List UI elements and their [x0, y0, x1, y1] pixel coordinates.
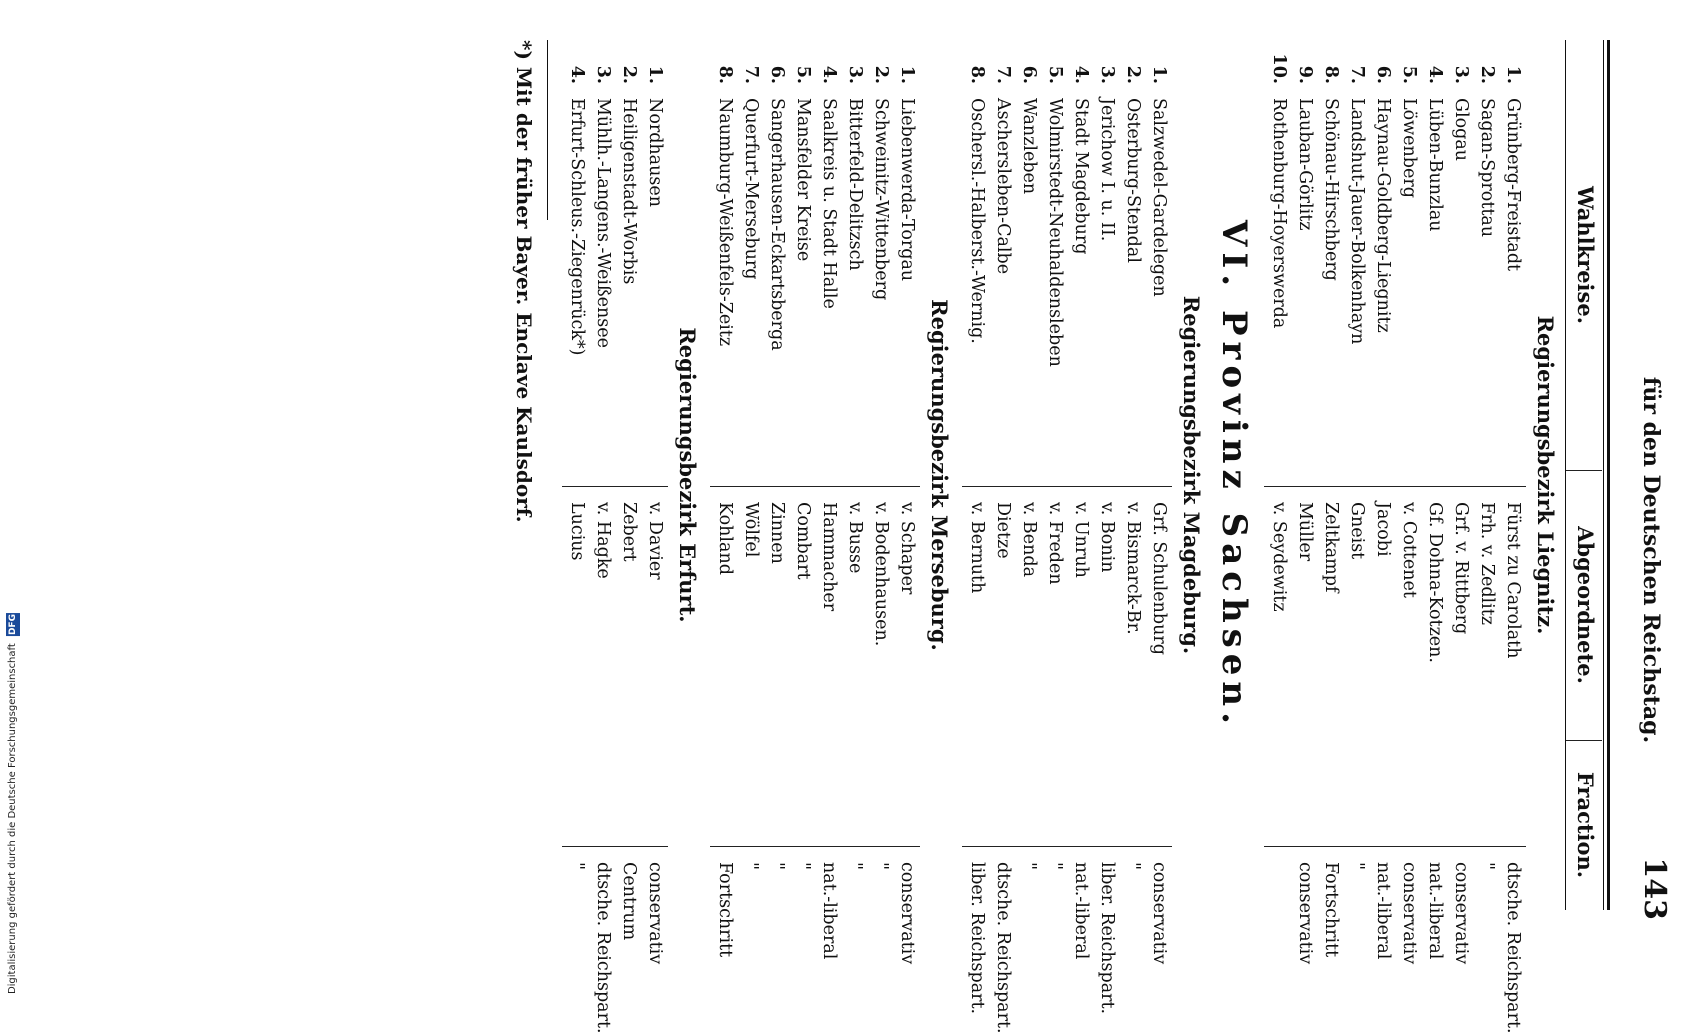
row-number: 5. [1045, 65, 1065, 84]
district-cell: Schönau-Hirschberg [1321, 98, 1341, 281]
district-cell: Löwenberg [1399, 98, 1419, 198]
table-magdeburg [962, 40, 1172, 1034]
faction-cell: " [741, 862, 761, 871]
deputy-cell: Zinnen [767, 502, 787, 564]
district-cell: Saalkreis u. Stadt Halle [819, 98, 839, 309]
faction-cell: dtsche. Reichspart. [1503, 862, 1523, 1034]
faction-cell: " [567, 862, 587, 871]
row-number: 2. [1123, 65, 1143, 84]
deputy-cell: v. Schaper [897, 502, 917, 595]
row-number: 9. [1295, 65, 1315, 84]
deputy-cell: Grf. Schulenburg [1149, 502, 1169, 655]
faction-cell: nat.-liberal [1425, 862, 1445, 960]
table-merseburg [710, 40, 920, 965]
district-cell: Naumburg-Weißenfels-Zeitz [715, 98, 735, 347]
deputy-cell: Wölfel [741, 502, 761, 558]
footnote: *) Mit der früher Bayer. Enclave Kaulsdorf. [512, 40, 536, 523]
district-cell: Bitterfeld-Delitzsch [845, 98, 865, 271]
deputy-cell: Gf. Dohna-Kotzen. [1425, 502, 1445, 663]
district-cell: Wolmirstedt-Neuhaldensleben [1045, 98, 1065, 367]
row-number: 1. [897, 65, 917, 84]
district-cell: Mansfelder Kreise [793, 98, 813, 262]
faction-cell: conservativ [645, 862, 665, 965]
deputy-cell: Zeltkampf [1321, 502, 1341, 593]
deputy-cell: v. Bismarck-Br. [1123, 502, 1143, 635]
deputy-cell: v. Bonin [1097, 502, 1117, 573]
row-number: 8. [1321, 65, 1341, 84]
header-top-rule-thin [1603, 40, 1604, 910]
faction-cell: " [845, 862, 865, 871]
column-divider [710, 846, 920, 847]
row-number: 3. [1097, 65, 1117, 84]
faction-cell: " [1123, 862, 1143, 871]
district-cell: Aschersleben-Calbe [993, 98, 1013, 275]
row-number: 8. [967, 65, 987, 84]
row-number: 4. [1071, 65, 1091, 84]
faction-cell: conservativ [1295, 862, 1315, 965]
row-number: 4. [819, 65, 839, 84]
district-cell: Liebenwerda-Torgau [897, 98, 917, 282]
district-cell: Schweinitz-Wittenberg [871, 98, 891, 301]
deputy-cell: v. Hagke [593, 502, 613, 579]
column-divider [562, 486, 668, 487]
column-divider [1264, 846, 1526, 847]
row-number: 3. [593, 65, 613, 84]
faction-cell: liber. Reichspart. [1097, 862, 1117, 1015]
faction-cell: " [1019, 862, 1039, 871]
district-cell: Glogau [1451, 98, 1471, 162]
row-number: 7. [741, 65, 761, 84]
column-header-district: Wahlkreise. [1573, 185, 1598, 325]
faction-cell: " [767, 862, 787, 871]
deputy-cell: v. Cottenet [1399, 502, 1419, 598]
column-divider [962, 486, 1172, 487]
row-number: 4. [567, 65, 587, 84]
column-divider [1264, 486, 1526, 487]
faction-cell: " [1045, 862, 1065, 871]
deputy-cell: v. Freden [1045, 502, 1065, 585]
faction-cell: nat.-liberal [1373, 862, 1393, 960]
row-number: 1. [1149, 65, 1169, 84]
column-header-deputy: Abgeordnete. [1573, 526, 1598, 684]
table-liegnitz [1264, 40, 1526, 1034]
row-number: 2. [1477, 65, 1497, 84]
faction-cell: " [871, 862, 891, 871]
faction-cell: " [1347, 862, 1367, 871]
district-cell: Jerichow I. u. II. [1097, 98, 1117, 242]
district-cell: Landshut-Jauer-Bolkenhayn [1347, 98, 1367, 345]
district-cell: Grünberg-Freistadt [1503, 98, 1523, 272]
page-number: 143 [1637, 857, 1672, 920]
table-erfurt [562, 40, 668, 1034]
faction-cell: conservativ [1149, 862, 1169, 965]
column-header-faction: Fraction. [1573, 771, 1598, 879]
faction-cell: nat.-liberal [1071, 862, 1091, 960]
deputy-cell: v. Seydewitz [1269, 502, 1289, 612]
deputy-cell: v. Bernuth [967, 502, 987, 594]
faction-cell: " [1477, 862, 1497, 871]
row-number: 1. [1503, 65, 1523, 84]
section-title-liegnitz: Regierungsbezirk Liegnitz. [1533, 315, 1558, 635]
district-cell: Nordhausen [645, 98, 665, 207]
faction-cell: Fortschritt [715, 862, 735, 958]
row-number: 2. [871, 65, 891, 84]
running-title: für den Deutschen Reichstag. [1638, 376, 1664, 744]
dfg-logo: DFG [8, 613, 18, 635]
faction-cell: " [793, 862, 813, 871]
row-number: 3. [845, 65, 865, 84]
row-number: 10. [1269, 53, 1289, 84]
section-title-magdeburg: Regierungsbezirk Magdeburg. [1179, 295, 1204, 655]
deputy-cell: Grf. v. Rittberg [1451, 502, 1471, 635]
faction-cell: nat.-liberal [819, 862, 839, 960]
faction-cell: conservativ [897, 862, 917, 965]
row-number: 7. [1347, 65, 1367, 84]
row-number: 6. [767, 65, 787, 84]
row-number: 6. [1373, 65, 1393, 84]
deputy-cell: v. Busse [845, 502, 865, 574]
district-cell: Sagan-Sprottau [1477, 98, 1497, 238]
district-cell: Wanzleben [1019, 98, 1039, 195]
deputy-cell: Lucius [567, 502, 587, 561]
deputy-cell: Combart [793, 502, 813, 580]
district-cell: Erfurt-Schleus.-Ziegenrück*) [567, 98, 587, 356]
header-top-rule [1607, 40, 1610, 910]
district-cell: Mühlh.-Langens.-Weißensee [593, 98, 613, 348]
district-cell: Lüben-Bunzlau [1425, 98, 1445, 232]
faction-cell: Centrum [619, 862, 639, 941]
deputy-cell: Gneist [1347, 502, 1367, 560]
district-cell: Heiligenstadt-Worbis [619, 98, 639, 285]
column-divider [1566, 740, 1602, 741]
district-cell: Salzwedel-Gardelegen [1149, 98, 1169, 297]
deputy-cell: v. Bodenhausen. [871, 502, 891, 647]
deputy-cell: v. Davier [645, 502, 665, 580]
faction-cell: conservativ [1399, 862, 1419, 965]
district-cell: Oschersl.-Halberst.-Wernig. [967, 98, 987, 344]
header-bottom-rule [1565, 40, 1566, 910]
column-divider [710, 486, 920, 487]
section-title-erfurt: Regierungsbezirk Erfurt. [675, 327, 700, 623]
row-number: 5. [793, 65, 813, 84]
deputy-cell: Kohland [715, 502, 735, 575]
deputy-cell: v. Benda [1019, 502, 1039, 578]
deputy-cell: Müller [1295, 502, 1315, 562]
deputy-cell: Dietze [993, 502, 1013, 559]
row-number: 2. [619, 65, 639, 84]
deputy-cell: Frh. v. Zedlitz [1477, 502, 1497, 626]
row-number: 6. [1019, 65, 1039, 84]
faction-cell: liber. Reichspart. [967, 862, 987, 1015]
deputy-cell: Fürst zu Carolath [1503, 502, 1523, 659]
column-divider [1566, 470, 1602, 471]
row-number: 1. [645, 65, 665, 84]
row-number: 4. [1425, 65, 1445, 84]
column-divider [562, 846, 668, 847]
district-cell: Haynau-Goldberg-Liegnitz [1373, 98, 1393, 333]
faction-cell: dtsche. Reichspart. [593, 862, 613, 1034]
district-cell: Osterburg-Stendal [1123, 98, 1143, 263]
deputy-cell: Hammacher [819, 502, 839, 612]
footnote-rule [547, 40, 548, 220]
province-heading: VI. Provinz Sachsen. [1214, 220, 1254, 730]
district-cell: Lauban-Görlitz [1295, 98, 1315, 231]
row-number: 8. [715, 65, 735, 84]
district-cell: Rothenburg-Hoyerswerda [1269, 98, 1289, 329]
row-number: 7. [993, 65, 1013, 84]
district-cell: Querfurt-Merseburg [741, 98, 761, 280]
deputy-cell: v. Unruh [1071, 502, 1091, 578]
deputy-cell: Jacobi [1373, 502, 1393, 557]
digitization-credit [6, 613, 20, 994]
faction-cell: dtsche. Reichspart. [993, 862, 1013, 1034]
section-title-merseburg: Regierungsbezirk Merseburg. [927, 299, 952, 651]
row-number: 3. [1451, 65, 1471, 84]
faction-cell: Fortschritt [1321, 862, 1341, 958]
deputy-cell: Zebert [619, 502, 639, 562]
district-cell: Sangerhausen-Eckartsberga [767, 98, 787, 351]
credit-text: Digitalisierung gefördert durch die Deutsche Forschungsgemeinschaft [7, 643, 18, 994]
faction-cell: conservativ [1451, 862, 1471, 965]
column-divider [962, 846, 1172, 847]
district-cell: Stadt Magdeburg [1071, 98, 1091, 255]
row-number: 5. [1399, 65, 1419, 84]
